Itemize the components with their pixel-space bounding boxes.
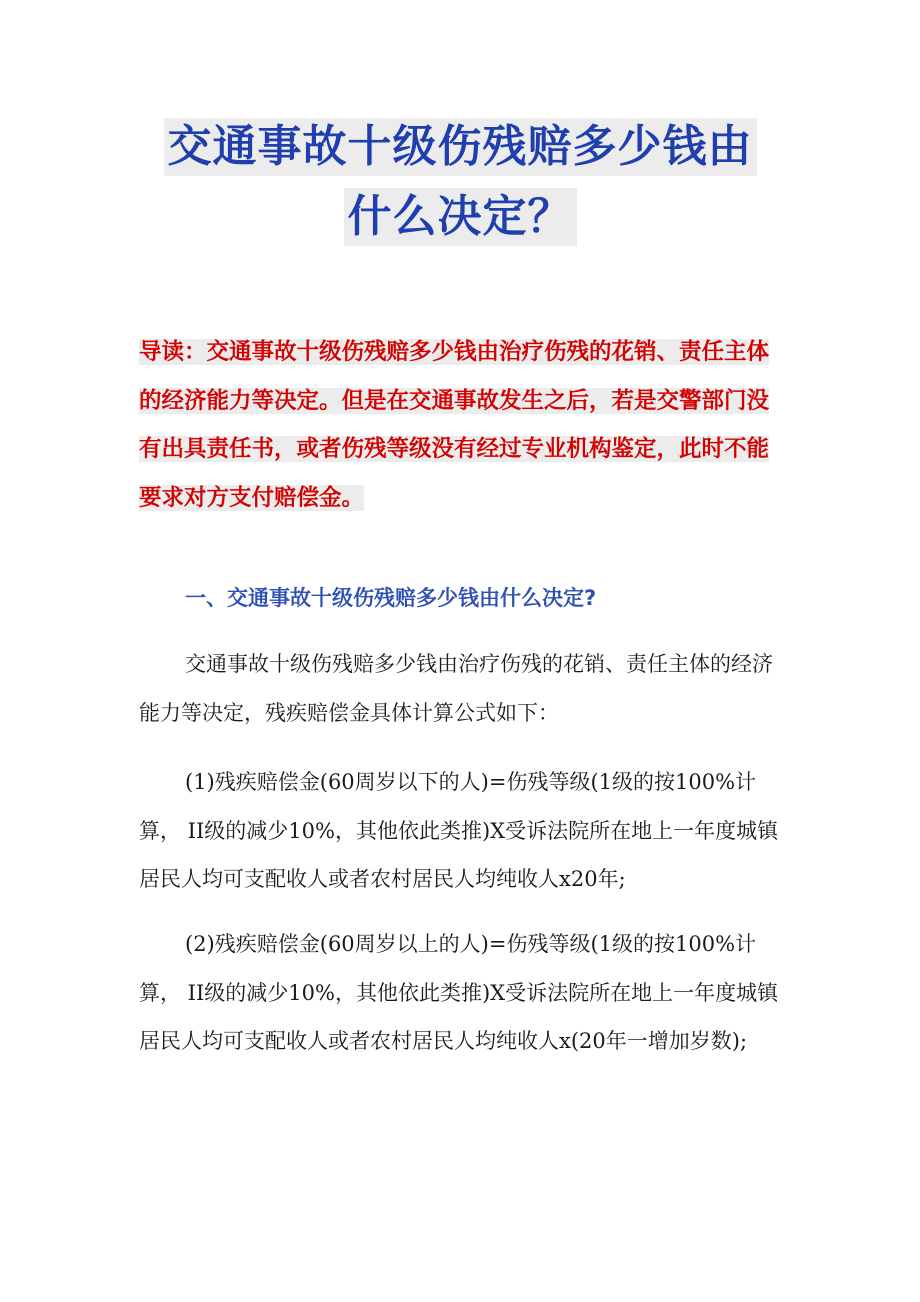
paragraph-3: (2)残疾赔偿金(60周岁以上的人)=伤残等级(1级的按100%计算， II级的减少10%，其他依此类推)X受诉法院所在地上一年度城镇居民人均可支配收人或者农村居民人均纯收人x(20年一增加岁数);	[139, 932, 779, 1053]
paragraph-2: (1)残疾赔偿金(60周岁以下的人)=伤残等级(1级的按100%计算， II级的减少10%，其他依此类推)X受诉法院所在地上一年度城镇居民人均可支配收人或者农村居民人均纯收人x20年;	[139, 770, 779, 891]
paragraph-1: 交通事故十级伤残赔多少钱由治疗伤残的花销、责任主体的经济能力等决定，残疾赔偿金具体计算公式如下：	[139, 652, 773, 725]
title-line-1: 交通事故十级伤残赔多少钱由	[164, 118, 757, 176]
intro-text: 导读：交通事故十级伤残赔多少钱由治疗伤残的花销、责任主体的经济能力等决定。但是在交通事故发生之后，若是交警部门没有出具责任书，或者伤残等级没有经过专业机构鉴定，此时不能要求对方支付赔偿金。	[139, 339, 770, 511]
title-line-2: 什么决定？	[344, 188, 577, 246]
document-title	[0, 118, 920, 246]
section-heading-1: 一、交通事故十级伤残赔多少钱由什么决定?	[185, 586, 597, 610]
intro-summary	[139, 328, 784, 522]
